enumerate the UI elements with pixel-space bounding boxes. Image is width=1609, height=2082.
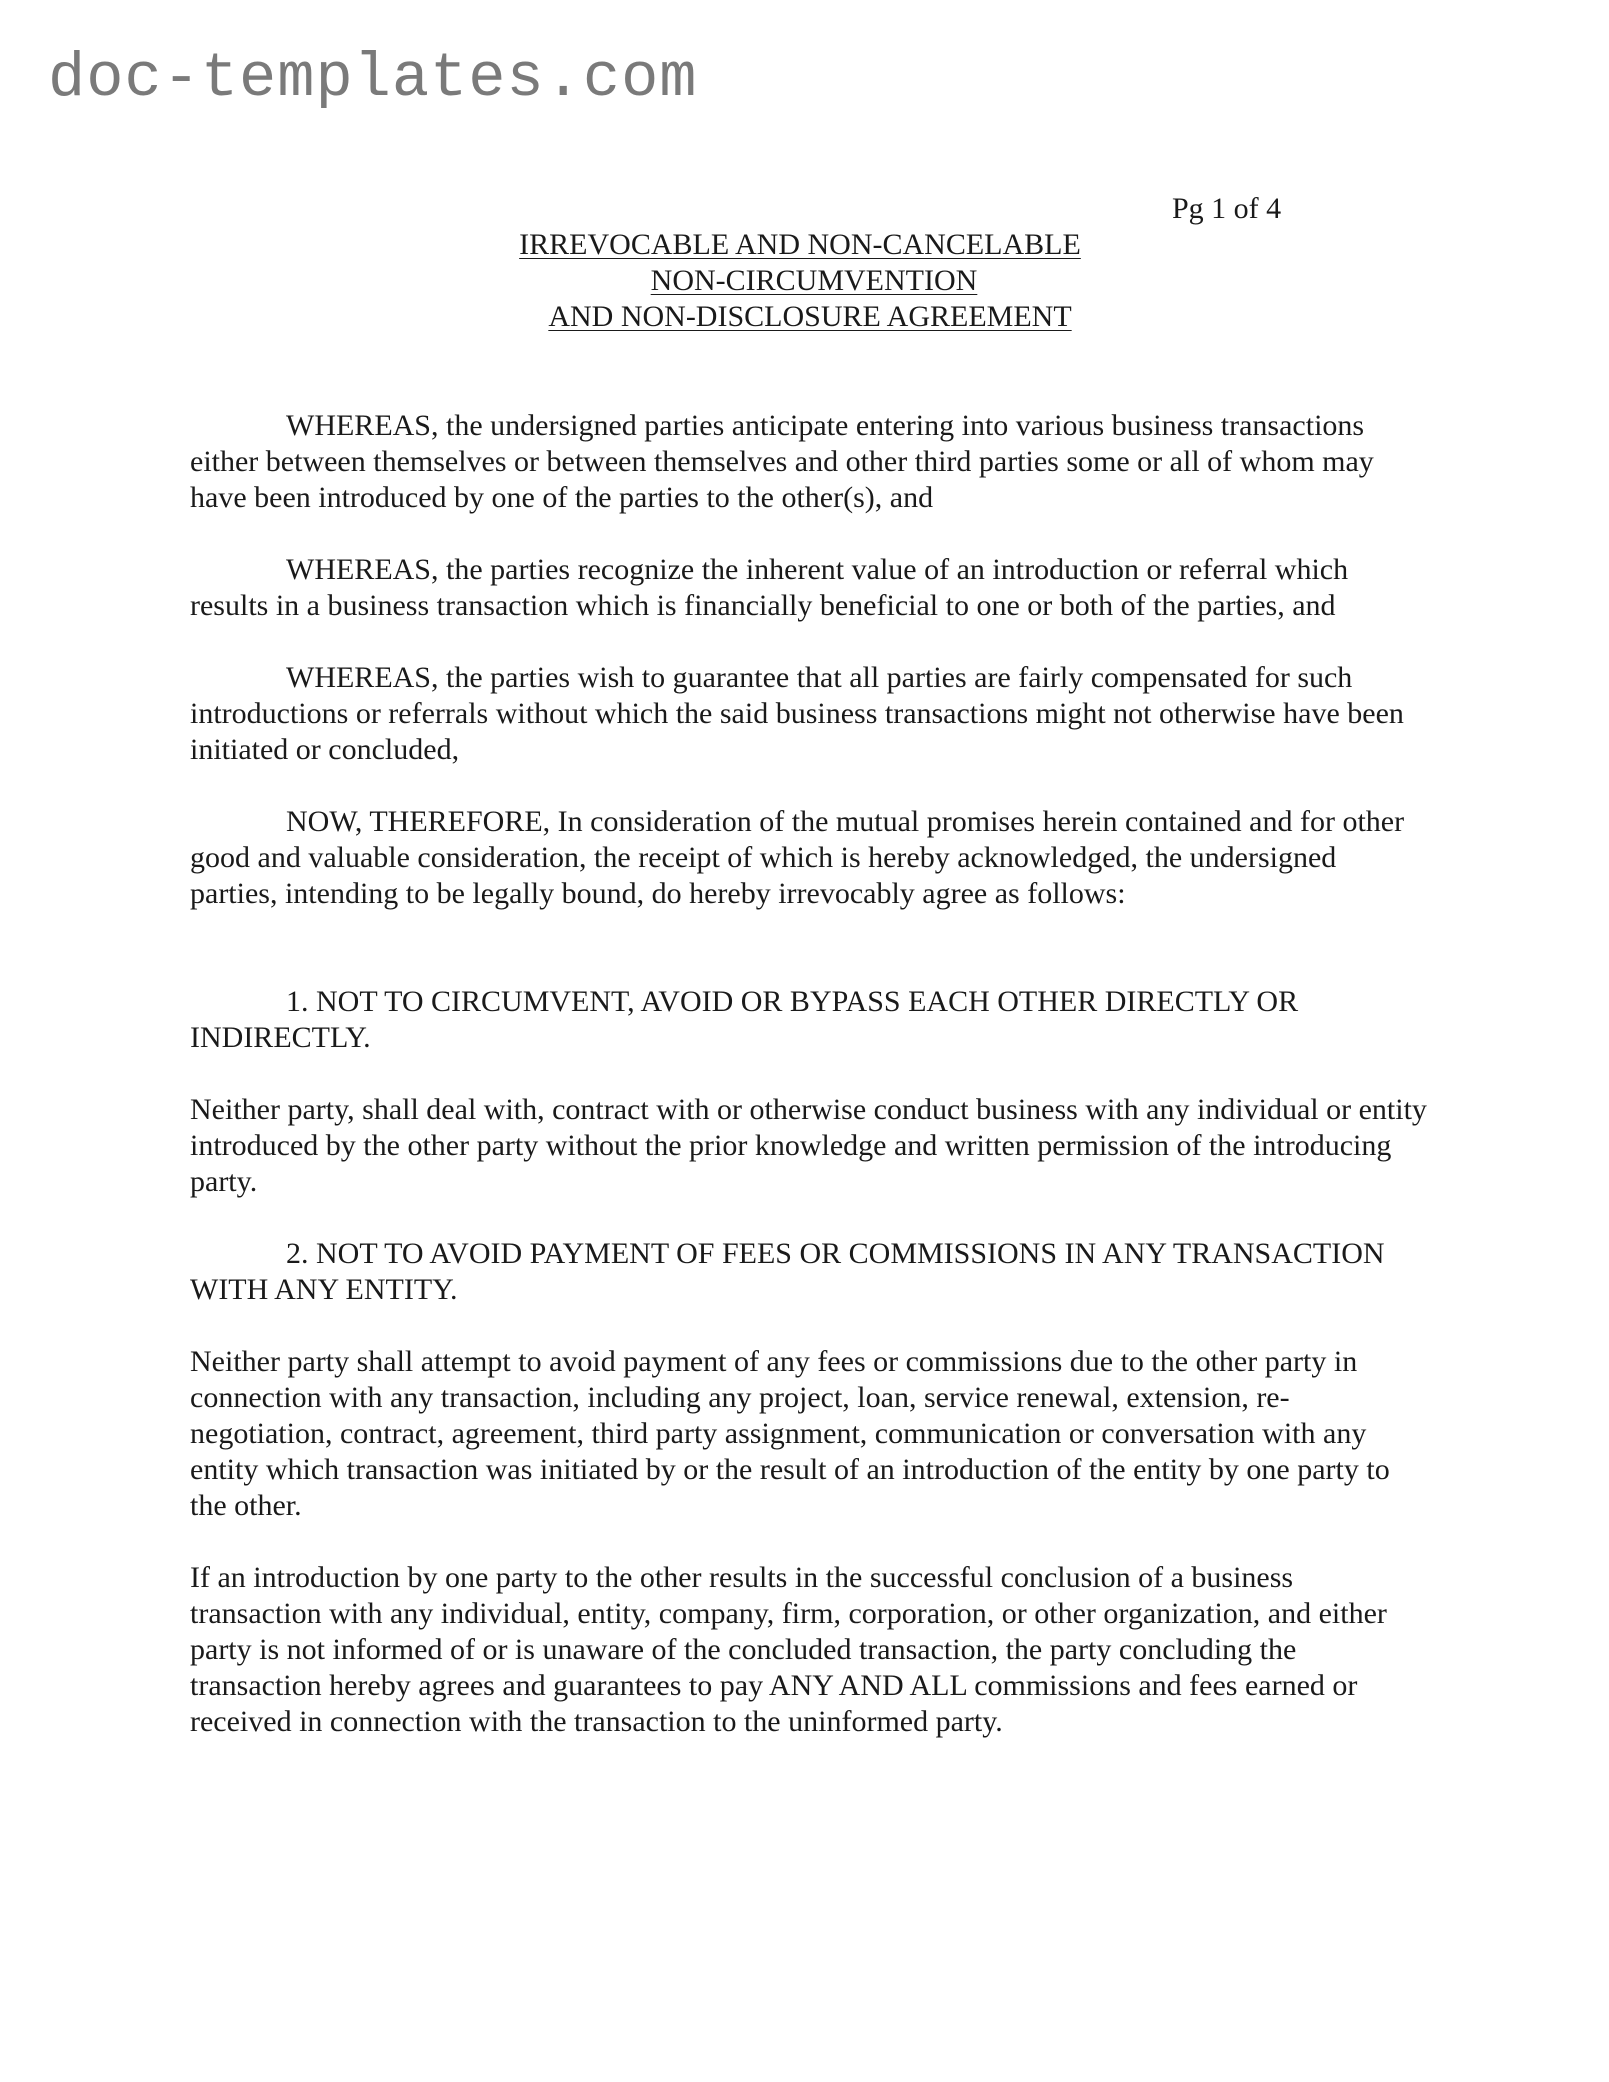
section-2-body-1: Neither party shall attempt to avoid payment of any fees or commissions due to the other party in connection with any transaction, including any project, loan, service renewal, extension, re-negotiation, contract, agreement, third party assignment, communication or conversation with any entity which transaction was initiated by or the result of an introduction of the entity by one party to the other. xyxy=(190,1345,1390,1522)
whereas-paragraph-2: WHEREAS, the parties recognize the inherent value of an introduction or referral which results in a business transaction which is financially beneficial to one or both of the parties, and xyxy=(190,553,1349,622)
title-line-2-text: NON-CIRCUMVENTION xyxy=(650,264,978,297)
whereas-paragraph-1: WHEREAS, the undersigned parties anticipate entering into various business transactions either between themselves or between themselves and other third parties some or all of whom may have been introduced by one of the parties to the other(s), and xyxy=(190,409,1374,514)
watermark: doc-templates.com xyxy=(48,43,698,114)
now-therefore-paragraph: NOW, THEREFORE, In consideration of the mutual promises herein contained and for other good and valuable consideration, the receipt of which is hereby acknowledged, the undersigned parties, intending to be legally bound, do hereby irrevocably agree as follows: xyxy=(190,805,1405,910)
document-title xyxy=(190,227,1430,335)
title-line-1 xyxy=(190,227,1430,263)
title-line-1-text: IRREVOCABLE AND NON-CANCELABLE xyxy=(519,228,1081,261)
section-1-body: Neither party, shall deal with, contract with or otherwise conduct business with any individual or entity introduced by the other party without the prior knowledge and written permission of the introducing party. xyxy=(190,1093,1427,1198)
section-2-body-2: If an introduction by one party to the other results in the successful conclusion of a business transaction with any individual, entity, company, firm, corporation, or other organization, and either party is not informed of or is unaware of the concluded transaction, the party concluding the transaction hereby agrees and guarantees to pay ANY AND ALL commissions and fees earned or received in connection with the transaction to the uninformed party. xyxy=(190,1561,1387,1738)
title-line-2 xyxy=(190,263,1430,299)
document-body xyxy=(190,408,1430,1776)
whereas-paragraph-3: WHEREAS, the parties wish to guarantee that all parties are fairly compensated for such introductions or referrals without which the said business transactions might not otherwise have been initiated or concluded, xyxy=(190,661,1404,766)
title-line-3 xyxy=(190,299,1430,335)
title-line-3-text: AND NON-DISCLOSURE AGREEMENT xyxy=(548,300,1072,333)
section-1-heading: 1. NOT TO CIRCUMVENT, AVOID OR BYPASS EACH OTHER DIRECTLY OR INDIRECTLY. xyxy=(190,985,1299,1054)
page-number: Pg 1 of 4 xyxy=(1172,192,1282,225)
section-2-heading: 2. NOT TO AVOID PAYMENT OF FEES OR COMMISSIONS IN ANY TRANSACTION WITH ANY ENTITY. xyxy=(190,1237,1385,1306)
